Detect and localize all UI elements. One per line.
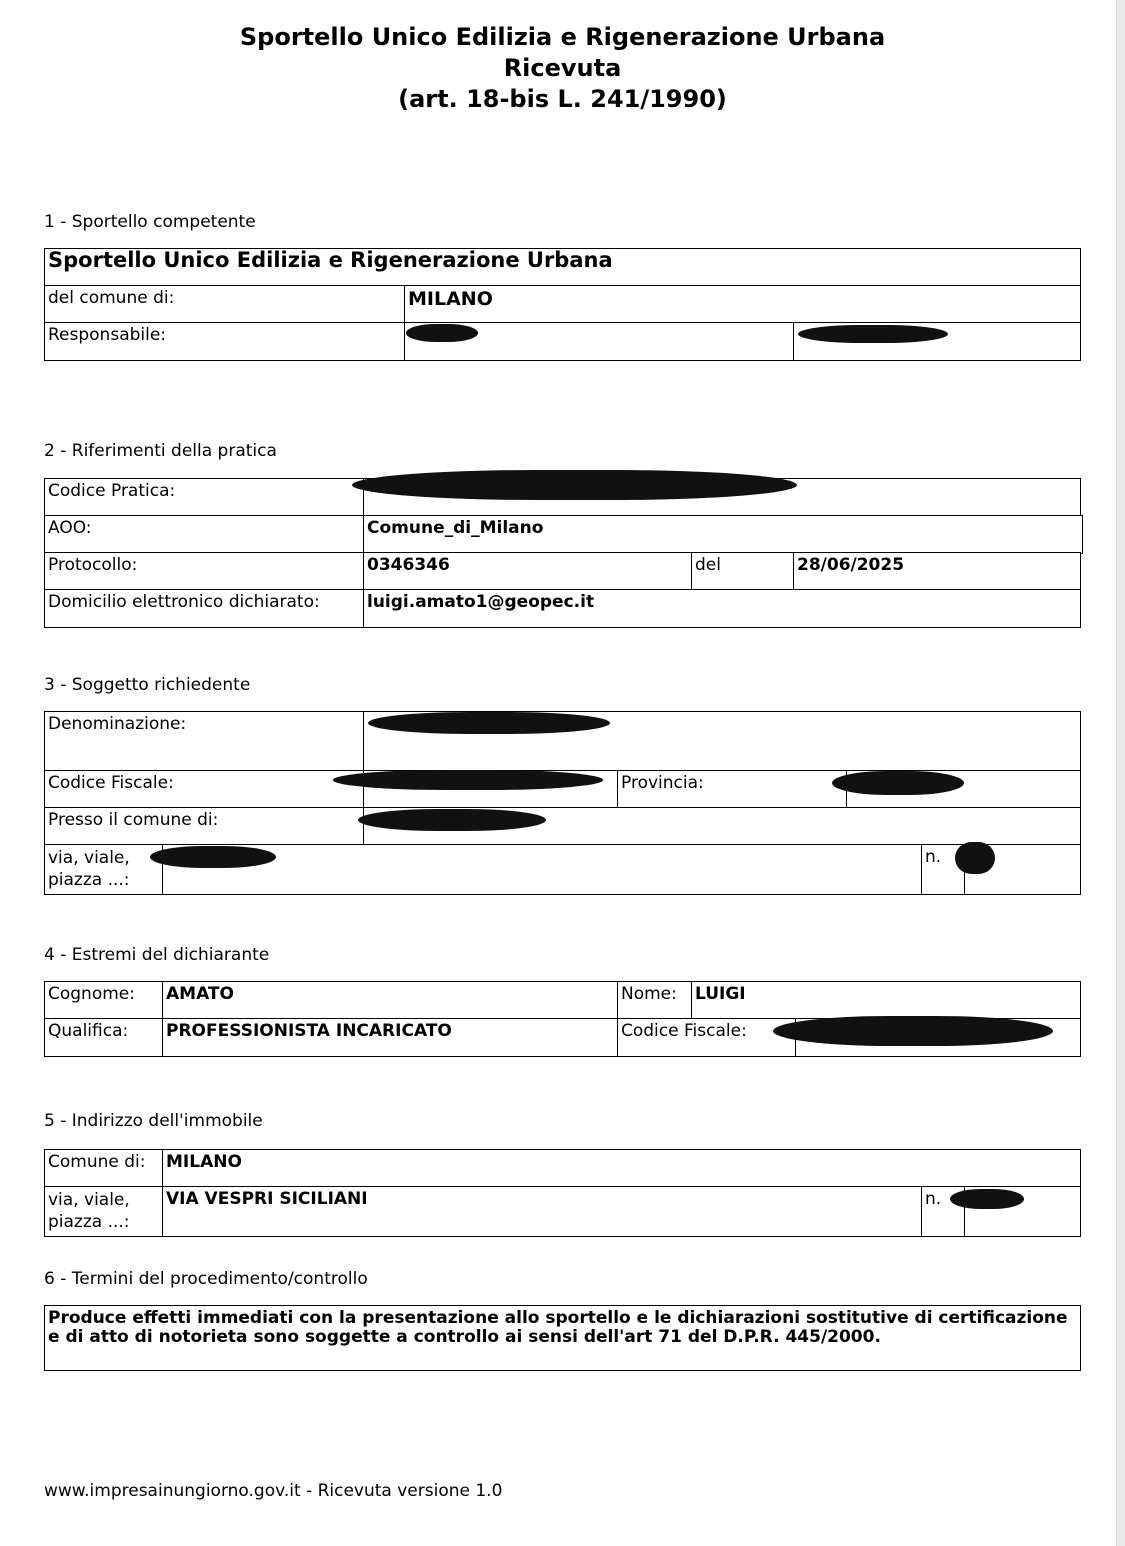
dichiarante-cf-label: Codice Fiscale: (617, 1018, 797, 1057)
del-value: 28/06/2025 (793, 552, 1081, 591)
domicilio-label: Domicilio elettronico dichiarato: (44, 589, 365, 628)
qualifica-label: Qualifica: (44, 1018, 164, 1057)
comune-value: MILANO (404, 285, 1081, 324)
redaction-mark (406, 324, 478, 342)
protocollo-label: Protocollo: (44, 552, 365, 591)
redaction-mark (832, 771, 964, 795)
del-label: del (691, 552, 795, 591)
section-3-label: 3 - Soggetto richiedente (44, 675, 251, 695)
via-label-line-1: via, viale, (48, 848, 130, 868)
aoo-value: Comune_di_Milano (363, 515, 1083, 554)
soggetto-n-label: n. (921, 844, 966, 895)
page-edge (1117, 0, 1125, 1546)
termini-text: Produce effetti immediati con la presentazione allo sportello e le dichiarazioni sostitutive di certificazione e di atto di notorieta sono soggette a controllo ai sensi dell'art 71 del D.P.R. 445/2000. (44, 1305, 1081, 1371)
redaction-mark (955, 842, 995, 874)
cognome-label: Cognome: (44, 981, 164, 1020)
redaction-mark (352, 470, 797, 500)
provincia-label: Provincia: (617, 770, 848, 809)
protocollo-value: 0346346 (363, 552, 693, 591)
aoo-label: AOO: (44, 515, 365, 554)
section-1-label: 1 - Sportello competente (44, 212, 256, 232)
via-label-line-2: piazza ...: (48, 870, 130, 890)
section-2-label: 2 - Riferimenti della pratica (44, 441, 277, 461)
nome-label: Nome: (617, 981, 693, 1020)
presso-comune-label: Presso il comune di: (44, 807, 365, 846)
redaction-mark (798, 325, 948, 343)
qualifica-value: PROFESSIONISTA INCARICATO (162, 1018, 619, 1057)
document-title (0, 22, 1125, 115)
codice-pratica-label: Codice Pratica: (44, 478, 365, 517)
office-name: Sportello Unico Edilizia e Rigenerazione Urbana (44, 248, 1081, 287)
redaction-mark (358, 809, 546, 831)
soggetto-via-label (44, 844, 164, 895)
title-line-2: Ricevuta (503, 54, 622, 82)
title-line-3: (art. 18-bis L. 241/1990) (398, 85, 727, 113)
redaction-mark (333, 770, 603, 790)
domicilio-value: luigi.amato1@geopec.it (363, 589, 1081, 628)
section-5-label: 5 - Indirizzo dell'immobile (44, 1111, 263, 1131)
nome-value: LUIGI (691, 981, 1081, 1020)
via-label-line-2: piazza ...: (48, 1212, 130, 1232)
immobile-n-label: n. (921, 1186, 966, 1237)
redaction-mark (950, 1189, 1024, 1209)
soggetto-cf-label: Codice Fiscale: (44, 770, 365, 809)
redaction-mark (150, 846, 276, 868)
title-line-1: Sportello Unico Edilizia e Rigenerazione Urbana (239, 23, 886, 51)
denominazione-label: Denominazione: (44, 711, 365, 772)
immobile-via-label (44, 1186, 164, 1237)
immobile-comune-label: Comune di: (44, 1149, 164, 1188)
redaction-mark (368, 712, 610, 734)
footer-text: www.impresainungiorno.gov.it - Ricevuta versione 1.0 (44, 1481, 503, 1501)
comune-label: del comune di: (44, 285, 406, 324)
soggetto-via-value (162, 844, 923, 895)
immobile-via-value: VIA VESPRI SICILIANI (162, 1186, 923, 1237)
immobile-comune-value: MILANO (162, 1149, 1081, 1188)
section-6-label: 6 - Termini del procedimento/controllo (44, 1269, 368, 1289)
redaction-mark (773, 1016, 1053, 1046)
cognome-value: AMATO (162, 981, 619, 1020)
via-label-line-1: via, viale, (48, 1190, 130, 1210)
section-4-label: 4 - Estremi del dichiarante (44, 945, 270, 965)
responsabile-label: Responsabile: (44, 322, 406, 361)
